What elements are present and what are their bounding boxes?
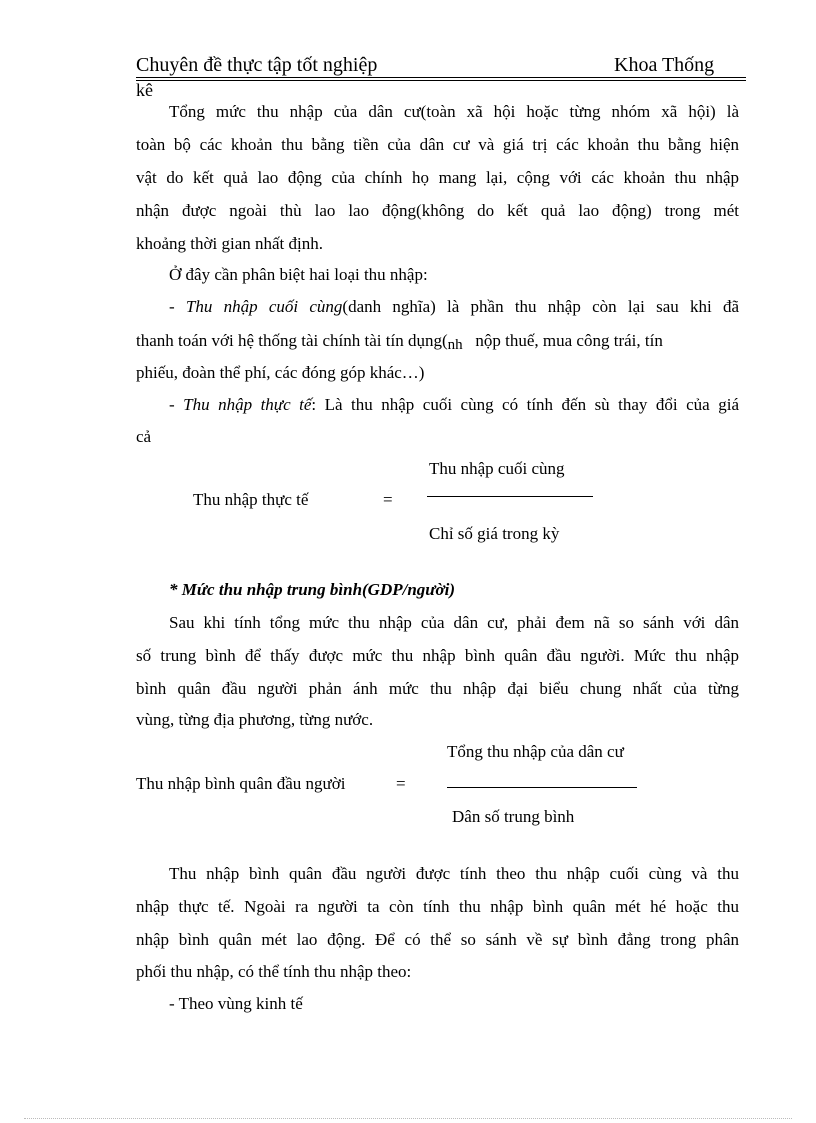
paragraph-6-line-3: nhập bình quân mét lao động. Để có thể so sánh về sự bình đẳng trong phân (136, 930, 739, 949)
formula-1-numerator: Thu nhập cuối cùng (429, 459, 565, 478)
paragraph-5-line-2: số trung bình để thấy được mức thu nhập bình quân đầu người. Mức thu nhập (136, 646, 739, 665)
section-heading: * Mức thu nhập trung bình(GDP/người) (169, 580, 455, 599)
paragraph-3-line-2b: nộp thuế, mua công trái, tín (462, 331, 663, 350)
formula-1-denominator: Chỉ số giá trong kỳ (429, 524, 560, 543)
term-final-income: Thu nhập cuối cùng (185, 297, 343, 316)
formula-1-fraction-bar (427, 496, 593, 497)
paragraph-1-line-3: vật do kết quả lao động của chính họ mang lại, cộng với các khoản thu nhập (136, 168, 739, 187)
header-department-tail: kê (136, 80, 153, 100)
paragraph-3-line-3: phiếu, đoàn thể phí, các đóng góp khác…) (136, 363, 425, 382)
header-rule-top (136, 77, 746, 78)
paragraph-5-line-4: vùng, từng địa phương, từng nước. (136, 710, 374, 729)
paragraph-1-line-1: Tổng mức thu nhập của dân cư(toàn xã hội hoặc từng nhóm xã hội) là (169, 102, 739, 121)
paragraph-5-line-1: Sau khi tính tổng mức thu nhập của dân cư, phải đem nã so sánh với dân (169, 613, 739, 632)
header-rule-bottom (136, 80, 746, 81)
paragraph-3-nh: nh (447, 337, 463, 353)
formula-2-denominator: Dân số trung bình (452, 807, 575, 826)
formula-2-numerator: Tổng thu nhập của dân cư (447, 742, 624, 761)
paragraph-4-line-2: cả (136, 427, 152, 446)
term-real-income: Thu nhập thực tế (183, 395, 312, 414)
paragraph-3-line-2 (136, 331, 663, 352)
header-title: Chuyên đề thực tập tốt nghiệp (136, 54, 378, 76)
paragraph-1-line-5: khoảng thời gian nhất định. (136, 234, 323, 253)
paragraph-4-rest: : Là thu nhập cuối cùng có tính đến sù thay đổi của giá (311, 395, 739, 414)
paragraph-3-line-1 (169, 297, 739, 317)
paragraph-2: Ở đây cần phân biệt hai loại thu nhập: (169, 265, 428, 284)
formula-2-lhs: Thu nhập bình quân đầu người (136, 774, 346, 793)
formula-1-equals: = (383, 490, 393, 509)
header-department: Khoa Thống (614, 54, 715, 76)
paragraph-6-line-1: Thu nhập bình quân đầu người được tính theo thu nhập cuối cùng và thu (169, 864, 739, 883)
paragraph-4-dash: - (169, 395, 184, 414)
paragraph-1-line-2: toàn bộ các khoản thu bằng tiền của dân cư và giá trị các khoản thu bằng hiện (136, 135, 739, 154)
paragraph-3-rest: (danh nghĩa) là phần thu nhập còn lại sau khi đã (342, 297, 739, 316)
formula-2-equals: = (396, 774, 406, 793)
formula-2-fraction-bar (447, 787, 637, 788)
page-bottom-border (24, 1118, 792, 1119)
paragraph-3-line-2a: thanh toán với hệ thống tài chính tài tín dụng( (136, 331, 448, 350)
paragraph-6-line-2: nhập thực tế. Ngoài ra người ta còn tính thu nhập bình quân mét hé hoặc thu (136, 897, 739, 916)
paragraph-6-line-4: phối thu nhập, có thể tính thu nhập theo: (136, 962, 412, 981)
paragraph-5-line-3: bình quân đầu người phản ánh mức thu nhập đại biểu chung nhất của từng (136, 679, 739, 698)
formula-1-lhs: Thu nhập thực tế (193, 490, 309, 509)
paragraph-7: - Theo vùng kinh tế (169, 994, 303, 1013)
paragraph-3-dash: - (169, 297, 186, 316)
paragraph-4-line-1 (169, 395, 739, 415)
paragraph-1-line-4: nhận được ngoài thù lao lao động(không do kết quả lao động) trong mét (136, 201, 739, 220)
